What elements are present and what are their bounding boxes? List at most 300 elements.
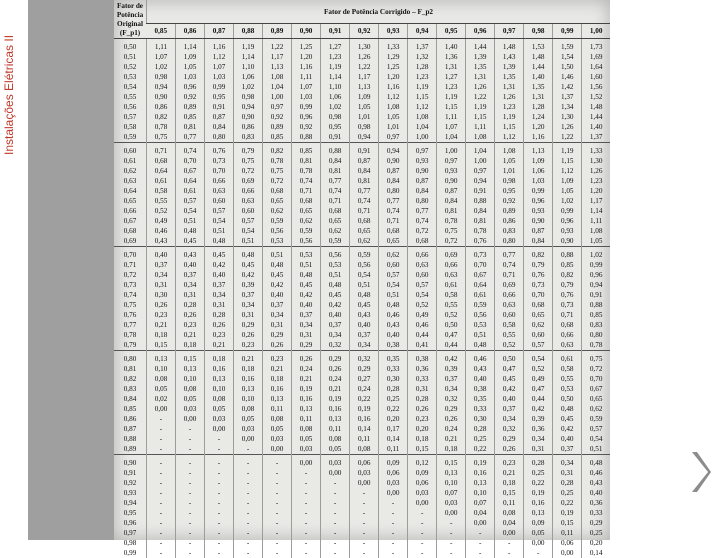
table-cell: - <box>147 468 176 478</box>
table-cell: 0,37 <box>553 444 582 455</box>
table-cell: 0,48 <box>582 455 610 469</box>
table-cell: 0,13 <box>466 478 495 488</box>
table-cell: 0,98 <box>350 122 379 132</box>
table-cell: 0,00 <box>234 434 263 444</box>
table-cell: 1,11 <box>582 216 610 226</box>
table-cell: 0,34 <box>524 434 553 444</box>
table-cell: 1,22 <box>553 132 582 143</box>
column-header: 0,86 <box>176 24 205 39</box>
table-cell: 0,62 <box>379 247 408 261</box>
table-row <box>114 186 610 196</box>
table-cell: 1,30 <box>582 156 610 166</box>
original-factor-cell: 0,97 <box>114 528 147 538</box>
table-cell: 1,29 <box>379 52 408 62</box>
table-cell: 0,23 <box>147 310 176 320</box>
table-cell: 1,20 <box>292 52 321 62</box>
table-cell: 0,05 <box>524 528 553 538</box>
table-cell: 0,35 <box>466 394 495 404</box>
table-cell: 0,77 <box>176 132 205 143</box>
table-cell: 0,00 <box>466 518 495 528</box>
table-cell: 0,74 <box>176 143 205 157</box>
table-cell: 0,56 <box>321 247 350 261</box>
table-cell: 1,60 <box>582 72 610 82</box>
table-cell: 0,42 <box>234 270 263 280</box>
table-cell: 0,26 <box>176 310 205 320</box>
table-cell: 1,17 <box>350 72 379 82</box>
table-cell: 0,73 <box>524 280 553 290</box>
table-cell: 0,52 <box>495 340 524 351</box>
table-cell: 0,33 <box>466 404 495 414</box>
table-cell: 0,03 <box>205 414 234 424</box>
table-cell: - <box>234 468 263 478</box>
table-cell: 0,00 <box>176 414 205 424</box>
table-cell: 0,60 <box>495 310 524 320</box>
table-cell: 0,96 <box>176 82 205 92</box>
table-cell: - <box>379 548 408 558</box>
table-cell: 1,12 <box>379 92 408 102</box>
table-cell: - <box>147 434 176 444</box>
table-cell: - <box>379 498 408 508</box>
table-cell: 1,06 <box>321 92 350 102</box>
table-cell: 1,48 <box>495 39 524 53</box>
table-cell: 0,78 <box>466 226 495 236</box>
table-cell: - <box>263 538 292 548</box>
table-cell: 0,87 <box>379 166 408 176</box>
table-cell: - <box>350 498 379 508</box>
table-cell: 0,53 <box>263 236 292 247</box>
table-cell: 0,84 <box>321 156 350 166</box>
table-cell: 1,02 <box>321 102 350 112</box>
table-cell: 0,15 <box>553 518 582 528</box>
table-cell: 0,92 <box>292 122 321 132</box>
table-cell: 0,63 <box>408 260 437 270</box>
table-row <box>114 196 610 206</box>
column-header-row <box>114 24 610 39</box>
table-cell: 0,72 <box>234 166 263 176</box>
table-cell: 0,38 <box>466 384 495 394</box>
table-cell: 0,88 <box>553 247 582 261</box>
table-row <box>114 488 610 498</box>
table-cell: - <box>350 528 379 538</box>
table-cell: - <box>408 508 437 518</box>
table-cell: 0,11 <box>553 528 582 538</box>
table-cell: - <box>147 424 176 434</box>
table-cell: 0,16 <box>350 414 379 424</box>
table-cell: 0,81 <box>466 216 495 226</box>
table-cell: 1,26 <box>495 92 524 102</box>
table-cell: - <box>350 518 379 528</box>
table-cell: 0,03 <box>263 434 292 444</box>
table-cell: 0,40 <box>292 300 321 310</box>
table-cell: 1,59 <box>553 39 582 53</box>
table-cell: - <box>234 444 263 455</box>
column-header: 0,97 <box>495 24 524 39</box>
table-cell: 0,14 <box>379 434 408 444</box>
scanned-page <box>114 0 610 540</box>
table-cell: 0,45 <box>205 247 234 261</box>
table-cell: - <box>408 538 437 548</box>
table-cell: 0,09 <box>524 518 553 528</box>
table-cell: 0,32 <box>321 340 350 351</box>
table-cell: 1,19 <box>321 62 350 72</box>
table-cell: 0,53 <box>321 260 350 270</box>
table-cell: 0,22 <box>553 498 582 508</box>
table-cell: 0,79 <box>524 260 553 270</box>
table-cell: - <box>379 538 408 548</box>
table-cell: 0,08 <box>263 414 292 424</box>
table-cell: 0,83 <box>582 320 610 330</box>
table-cell: 0,56 <box>466 310 495 320</box>
table-row <box>114 351 610 365</box>
table-cell: 0,88 <box>466 196 495 206</box>
original-factor-cell: 0,55 <box>114 92 147 102</box>
original-factor-cell: 0,61 <box>114 156 147 166</box>
table-cell: 1,08 <box>408 112 437 122</box>
row-group <box>114 351 610 455</box>
table-cell: 0,56 <box>263 226 292 236</box>
table-cell: 0,83 <box>495 226 524 236</box>
table-cell: 0,03 <box>292 444 321 455</box>
table-cell: 0,64 <box>147 166 176 176</box>
table-cell: - <box>263 478 292 488</box>
table-cell: 0,87 <box>437 186 466 196</box>
table-cell: 0,75 <box>582 351 610 365</box>
table-row <box>114 528 610 538</box>
table-cell: 0,85 <box>582 310 610 320</box>
original-factor-cell: 0,52 <box>114 62 147 72</box>
table-cell: 0,99 <box>582 260 610 270</box>
table-cell: 0,38 <box>379 340 408 351</box>
original-factor-cell: 0,72 <box>114 270 147 280</box>
table-cell: 1,08 <box>263 72 292 82</box>
table-cell: 0,40 <box>321 310 350 320</box>
table-cell: 0,52 <box>147 206 176 216</box>
table-cell: 0,69 <box>234 176 263 186</box>
table-cell: 1,48 <box>582 102 610 112</box>
table-cell: 0,26 <box>263 340 292 351</box>
column-header: 0,93 <box>379 24 408 39</box>
table-cell: 0,42 <box>205 260 234 270</box>
table-cell: - <box>147 528 176 538</box>
correction-factor-table <box>114 0 610 558</box>
table-cell: 0,28 <box>205 310 234 320</box>
original-factor-cell: 0,59 <box>114 132 147 143</box>
table-cell: 1,03 <box>292 92 321 102</box>
table-cell: 0,34 <box>321 330 350 340</box>
table-cell: 0,91 <box>205 102 234 112</box>
table-cell: 1,12 <box>205 52 234 62</box>
table-cell: 0,71 <box>292 186 321 196</box>
table-cell: 1,16 <box>292 62 321 72</box>
original-factor-cell: 0,87 <box>114 424 147 434</box>
original-factor-cell: 0,98 <box>114 538 147 548</box>
table-cell: 0,09 <box>408 468 437 478</box>
table-cell: - <box>205 444 234 455</box>
table-cell: 1,30 <box>553 112 582 122</box>
original-factor-cell: 0,88 <box>114 434 147 444</box>
chevron-right-icon[interactable] <box>690 450 712 494</box>
table-cell: 0,34 <box>263 310 292 320</box>
table-cell: 0,19 <box>350 404 379 414</box>
table-cell: 0,44 <box>524 394 553 404</box>
table-cell: 0,47 <box>437 330 466 340</box>
table-cell: 0,56 <box>292 236 321 247</box>
table-cell: 1,19 <box>553 143 582 157</box>
table-cell: 0,90 <box>437 176 466 186</box>
table-cell: 0,48 <box>205 236 234 247</box>
original-factor-cell: 0,92 <box>114 478 147 488</box>
table-cell: 0,63 <box>205 186 234 196</box>
table-cell: 1,00 <box>466 156 495 166</box>
table-row <box>114 226 610 236</box>
table-cell: 0,68 <box>408 236 437 247</box>
table-cell: 0,00 <box>495 528 524 538</box>
table-cell: 0,84 <box>437 196 466 206</box>
table-cell: 0,32 <box>495 424 524 434</box>
table-cell: 0,96 <box>582 270 610 280</box>
table-cell: 0,21 <box>321 384 350 394</box>
table-cell: 1,14 <box>176 39 205 53</box>
table-cell: 0,65 <box>582 394 610 404</box>
table-cell: 0,52 <box>408 300 437 310</box>
table-cell: - <box>205 488 234 498</box>
table-cell: 0,73 <box>553 300 582 310</box>
table-cell: 0,05 <box>263 424 292 434</box>
table-cell: - <box>321 528 350 538</box>
original-factor-cell: 0,93 <box>114 488 147 498</box>
table-cell: 1,43 <box>495 52 524 62</box>
table-cell: 0,88 <box>321 143 350 157</box>
table-cell: 1,15 <box>466 112 495 122</box>
column-header: 0,98 <box>524 24 553 39</box>
table-cell: 0,28 <box>466 424 495 434</box>
table-cell: - <box>466 538 495 548</box>
table-cell: 1,14 <box>321 72 350 82</box>
table-cell: 0,71 <box>495 270 524 280</box>
table-row <box>114 166 610 176</box>
table-cell: 0,63 <box>437 270 466 280</box>
table-cell: 0,40 <box>263 290 292 300</box>
table-cell: 0,70 <box>582 374 610 384</box>
table-cell: 0,73 <box>205 156 234 166</box>
table-cell: 0,34 <box>292 320 321 330</box>
table-cell: 0,18 <box>176 340 205 351</box>
table-cell: 0,69 <box>437 247 466 261</box>
table-cell: 0,92 <box>495 196 524 206</box>
table-cell: 0,24 <box>321 374 350 384</box>
table-cell: 1,01 <box>495 166 524 176</box>
table-cell: 0,15 <box>408 444 437 455</box>
table-cell: 1,11 <box>466 122 495 132</box>
table-cell: 0,05 <box>205 404 234 414</box>
table-cell: 1,16 <box>379 82 408 92</box>
table-cell: 1,32 <box>408 52 437 62</box>
table-cell: 1,30 <box>350 39 379 53</box>
table-cell: - <box>234 538 263 548</box>
original-factor-cell: 0,73 <box>114 280 147 290</box>
table-cell: 0,28 <box>553 478 582 488</box>
table-cell: 0,31 <box>292 330 321 340</box>
table-cell: 0,82 <box>147 112 176 122</box>
table-cell: - <box>176 538 205 548</box>
table-cell: 0,59 <box>466 300 495 310</box>
table-cell: 1,15 <box>495 122 524 132</box>
table-cell: 0,15 <box>495 488 524 498</box>
table-cell: 0,26 <box>321 364 350 374</box>
table-cell: 0,23 <box>176 320 205 330</box>
table-cell: 0,66 <box>437 260 466 270</box>
table-row <box>114 340 610 351</box>
table-cell: 0,94 <box>582 280 610 290</box>
table-cell: - <box>234 508 263 518</box>
table-cell: 0,04 <box>466 508 495 518</box>
table-cell: 1,05 <box>495 156 524 166</box>
table-cell: 0,12 <box>408 455 437 469</box>
table-cell: 0,20 <box>582 538 610 548</box>
table-cell: 0,29 <box>263 330 292 340</box>
table-cell: 0,65 <box>379 236 408 247</box>
table-row <box>114 122 610 132</box>
table-cell: 0,65 <box>292 206 321 216</box>
table-cell: 0,21 <box>495 468 524 478</box>
original-factor-cell: 0,65 <box>114 196 147 206</box>
table-cell: 0,29 <box>234 320 263 330</box>
table-cell: 0,74 <box>292 176 321 186</box>
table-cell: 0,08 <box>205 394 234 404</box>
table-cell: 0,53 <box>292 247 321 261</box>
table-cell: 0,43 <box>582 478 610 488</box>
table-cell: 0,68 <box>524 300 553 310</box>
table-cell: 0,11 <box>321 424 350 434</box>
original-factor-cell: 0,82 <box>114 374 147 384</box>
table-cell: - <box>234 478 263 488</box>
table-cell: 1,03 <box>205 72 234 82</box>
table-cell: 0,00 <box>205 424 234 434</box>
table-cell: 0,16 <box>205 364 234 374</box>
table-cell: 0,74 <box>350 196 379 206</box>
table-cell: 1,08 <box>495 143 524 157</box>
table-cell: 0,40 <box>379 330 408 340</box>
table-cell: 1,35 <box>495 72 524 82</box>
table-cell: 0,28 <box>524 455 553 469</box>
table-cell: - <box>205 518 234 528</box>
original-factor-cell: 0,79 <box>114 340 147 351</box>
table-cell: 0,47 <box>495 364 524 374</box>
table-cell: 0,71 <box>350 206 379 216</box>
table-cell: 0,21 <box>292 374 321 384</box>
original-factor-cell: 0,84 <box>114 394 147 404</box>
table-cell: 1,31 <box>495 82 524 92</box>
table-cell: 1,07 <box>292 82 321 92</box>
table-cell: 0,87 <box>408 176 437 186</box>
table-cell: 0,05 <box>292 434 321 444</box>
column-header: 0,94 <box>408 24 437 39</box>
table-cell: 0,16 <box>321 404 350 414</box>
table-cell: 1,33 <box>379 39 408 53</box>
table-cell: 1,44 <box>582 112 610 122</box>
sidebar-title: Instalações Elétricas II <box>2 5 16 155</box>
table-cell: 0,45 <box>350 300 379 310</box>
table-cell: 0,03 <box>350 468 379 478</box>
table-cell: 0,11 <box>292 414 321 424</box>
table-cell: 0,03 <box>379 478 408 488</box>
table-cell: 0,99 <box>205 82 234 92</box>
table-cell: - <box>350 548 379 558</box>
table-cell: 0,87 <box>205 112 234 122</box>
table-cell: - <box>292 488 321 498</box>
table-cell: 0,97 <box>263 102 292 112</box>
column-header: 0,99 <box>553 24 582 39</box>
table-cell: 1,44 <box>524 62 553 72</box>
table-row <box>114 247 610 261</box>
table-cell: 1,37 <box>553 92 582 102</box>
table-cell: 0,37 <box>147 260 176 270</box>
table-row <box>114 508 610 518</box>
table-cell: 0,68 <box>147 156 176 166</box>
table-cell: 1,12 <box>553 166 582 176</box>
table-cell: 0,59 <box>582 414 610 424</box>
table-cell: - <box>263 528 292 538</box>
table-cell: 0,41 <box>408 340 437 351</box>
table-cell: 0,48 <box>234 247 263 261</box>
table-cell: 0,74 <box>321 186 350 196</box>
table-cell: - <box>263 455 292 469</box>
table-row <box>114 498 610 508</box>
table-row <box>114 414 610 424</box>
table-cell: 0,22 <box>524 478 553 488</box>
table-cell: 0,66 <box>553 330 582 340</box>
table-cell: 1,40 <box>582 122 610 132</box>
table-cell: 0,19 <box>524 488 553 498</box>
table-cell: - <box>147 548 176 558</box>
original-factor-cell: 0,95 <box>114 508 147 518</box>
original-factor-cell: 0,53 <box>114 72 147 82</box>
table-cell: 0,53 <box>553 384 582 394</box>
table-cell: - <box>205 508 234 518</box>
table-cell: 0,61 <box>147 176 176 186</box>
table-cell: 0,30 <box>147 290 176 300</box>
table-cell: 0,60 <box>205 196 234 206</box>
table-cell: 0,25 <box>524 468 553 478</box>
table-cell: 1,25 <box>379 62 408 72</box>
table-cell: - <box>176 508 205 518</box>
table-cell: 0,89 <box>176 102 205 112</box>
table-cell: 1,04 <box>466 143 495 157</box>
table-cell: 0,48 <box>176 226 205 236</box>
table-cell: 0,32 <box>437 394 466 404</box>
table-cell: 0,11 <box>495 498 524 508</box>
table-cell: 0,21 <box>263 364 292 374</box>
table-cell: 0,84 <box>379 176 408 186</box>
table-cell: 0,37 <box>292 310 321 320</box>
table-cell: 0,46 <box>379 310 408 320</box>
table-cell: 1,19 <box>408 82 437 92</box>
table-cell: 0,10 <box>176 374 205 384</box>
table-cell: - <box>466 528 495 538</box>
table-cell: 0,29 <box>292 340 321 351</box>
table-cell: 0,13 <box>437 468 466 478</box>
table-row <box>114 143 610 157</box>
table-cell: 1,26 <box>582 166 610 176</box>
table-cell: - <box>147 444 176 455</box>
table-cell: 0,64 <box>466 280 495 290</box>
table-row <box>114 455 610 469</box>
table-cell: 0,25 <box>553 488 582 498</box>
table-cell: 0,77 <box>379 196 408 206</box>
table-cell: 0,79 <box>553 280 582 290</box>
table-cell: 0,13 <box>147 351 176 365</box>
table-cell: 1,09 <box>176 52 205 62</box>
